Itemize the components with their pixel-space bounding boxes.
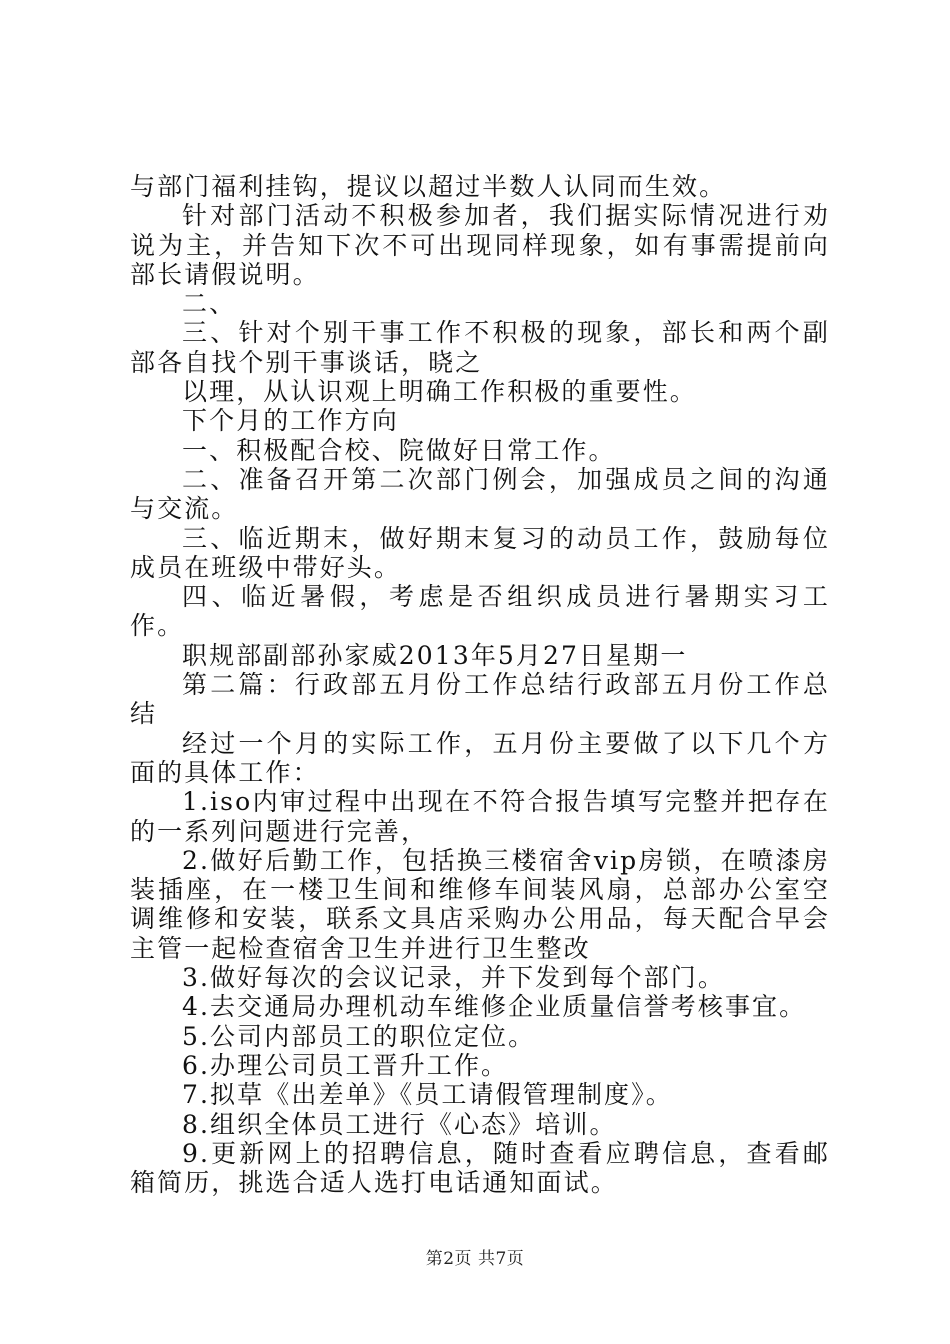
paragraph-10: 职规部副部孙家威2013年5月27日星期一 xyxy=(182,640,688,670)
page-footer xyxy=(0,1244,950,1269)
paragraph-16: 4.去交通局办理机动车维修企业质量信誉考核事宜。 xyxy=(182,992,807,1022)
paragraph-0: 与部门福利挂钩，提议以超过半数人认同而生效。 xyxy=(130,172,727,201)
paragraph-9: 四、临近暑假，考虑是否组织成员进行暑期实习工作。 xyxy=(130,582,830,641)
paragraph-20: 8.组织全体员工进行《心态》培训。 xyxy=(182,1109,617,1139)
paragraph-4: 以理，从认识观上明确工作积极的重要性。 xyxy=(182,377,697,407)
paragraph-1: 针对部门活动不积极参加者，我们据实际情况进行劝说为主，并告知下次不可出现同样现象，如有事需提前向部长请假说明。 xyxy=(130,201,830,289)
paragraph-5: 下个月的工作方向 xyxy=(182,406,399,436)
page-number-label: 第2页 共7页 xyxy=(425,1249,525,1269)
paragraph-15: 3.做好每次的会议记录，并下发到每个部门。 xyxy=(182,963,725,993)
document-body xyxy=(130,172,830,1197)
paragraph-6: 一、积极配合校、院做好日常工作。 xyxy=(182,435,616,465)
paragraph-2: 二、 xyxy=(182,289,237,319)
paragraph-18: 6.办理公司员工晋升工作。 xyxy=(182,1050,509,1080)
paragraph-7: 二、准备召开第二次部门例会，加强成员之间的沟通与交流。 xyxy=(130,464,830,524)
paragraph-3: 三、针对个别干事工作不积极的现象，部长和两个副部各自找个别干事谈话，晓之 xyxy=(130,318,830,377)
paragraph-11: 第二篇：行政部五月份工作总结行政部五月份工作总结 xyxy=(130,670,830,729)
paragraph-17: 5.公司内部员工的职位定位。 xyxy=(182,1021,536,1051)
paragraph-12: 经过一个月的实际工作，五月份主要做了以下几个方面的具体工作： xyxy=(130,728,830,787)
paragraph-14: 2.做好后勤工作，包括换三楼宿舍vip房锁，在喷漆房装插座，在一楼卫生间和维修车间装风扇，总部办公室空调维修和安装，联系文具店采购办公用品，每天配合早会主管一起检查宿舍卫生并进行卫生整改 xyxy=(130,845,830,963)
paragraph-21: 9.更新网上的招聘信息，随时查看应聘信息，查看邮箱简历，挑选合适人选打电话通知面试。 xyxy=(130,1138,830,1198)
paragraph-19: 7.拟草《出差单》《员工请假管理制度》。 xyxy=(182,1080,673,1110)
paragraph-13: 1.iso内审过程中出现在不符合报告填写完整并把存在的一系列问题进行完善， xyxy=(130,787,830,846)
paragraph-8: 三、临近期末，做好期末复习的动员工作，鼓励每位成员在班级中带好头。 xyxy=(130,523,830,582)
